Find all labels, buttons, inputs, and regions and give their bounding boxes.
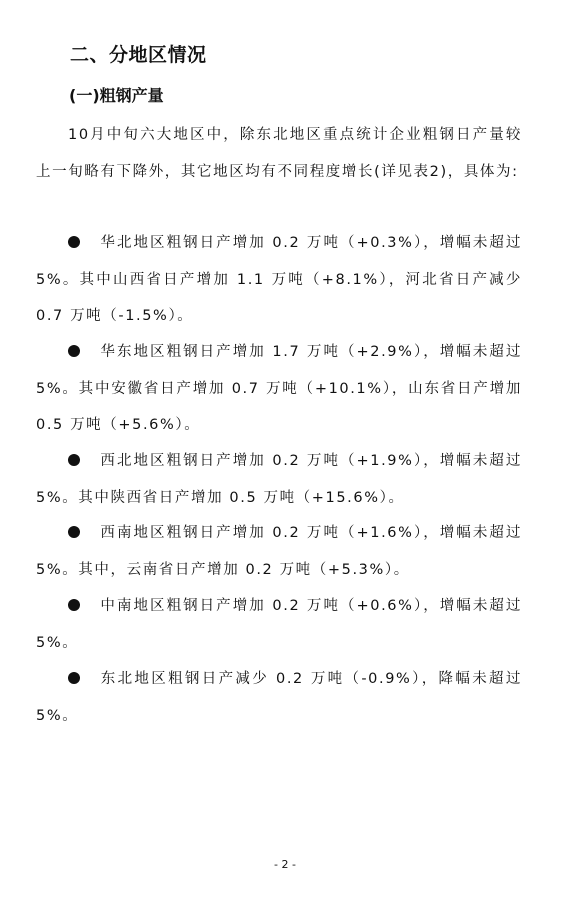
bullet-item-central-south [36, 588, 522, 661]
bullet-text: 西南地区粗钢日产增加 0.2 万吨（+1.6%），增幅未超过 5%。其中，云南省日产增加 0.2 万吨（+5.3%）。 [36, 525, 522, 578]
bullet-item-northwest [36, 443, 522, 516]
bullet-text: 华北地区粗钢日产增加 0.2 万吨（+0.3%），增幅未超过 5%。其中山西省日产增加 1.1 万吨（+8.1%），河北省日产减少 0.7 万吨（-1.5%）。 [36, 235, 522, 324]
intro-paragraph: 10月中旬六大地区中，除东北地区重点统计企业粗钢日产量较上一旬略有下降外，其它地区均有不同程度增长(详见表2)，具体为: [36, 127, 522, 180]
bullet-item-southwest [36, 515, 522, 588]
page-number: - 2 - [274, 858, 296, 871]
section-heading: 二、分地区情况 [70, 44, 207, 66]
bullet-icon [68, 236, 80, 248]
bullet-item-east-china [36, 334, 522, 444]
subsection-heading: (一)粗钢产量 [69, 86, 164, 105]
bullet-icon [68, 599, 80, 611]
bullet-text: 东北地区粗钢日产减少 0.2 万吨（-0.9%），降幅未超过 5%。 [36, 671, 522, 724]
bullet-icon [68, 672, 80, 684]
bullet-text: 华东地区粗钢日产增加 1.7 万吨（+2.9%），增幅未超过 5%。其中安徽省日产增加 0.7 万吨（+10.1%），山东省日产增加 0.5 万吨（+5.6%）。 [36, 344, 522, 433]
bullet-icon [68, 526, 80, 538]
bullet-item-northeast [36, 661, 522, 734]
bullet-text: 西北地区粗钢日产增加 0.2 万吨（+1.9%），增幅未超过 5%。其中陕西省日产增加 0.5 万吨（+15.6%）。 [36, 453, 522, 506]
bullet-icon [68, 345, 80, 357]
bullet-text: 中南地区粗钢日产增加 0.2 万吨（+0.6%），增幅未超过 5%。 [36, 598, 522, 651]
bullet-icon [68, 454, 80, 466]
bullet-item-north-china [36, 225, 522, 335]
